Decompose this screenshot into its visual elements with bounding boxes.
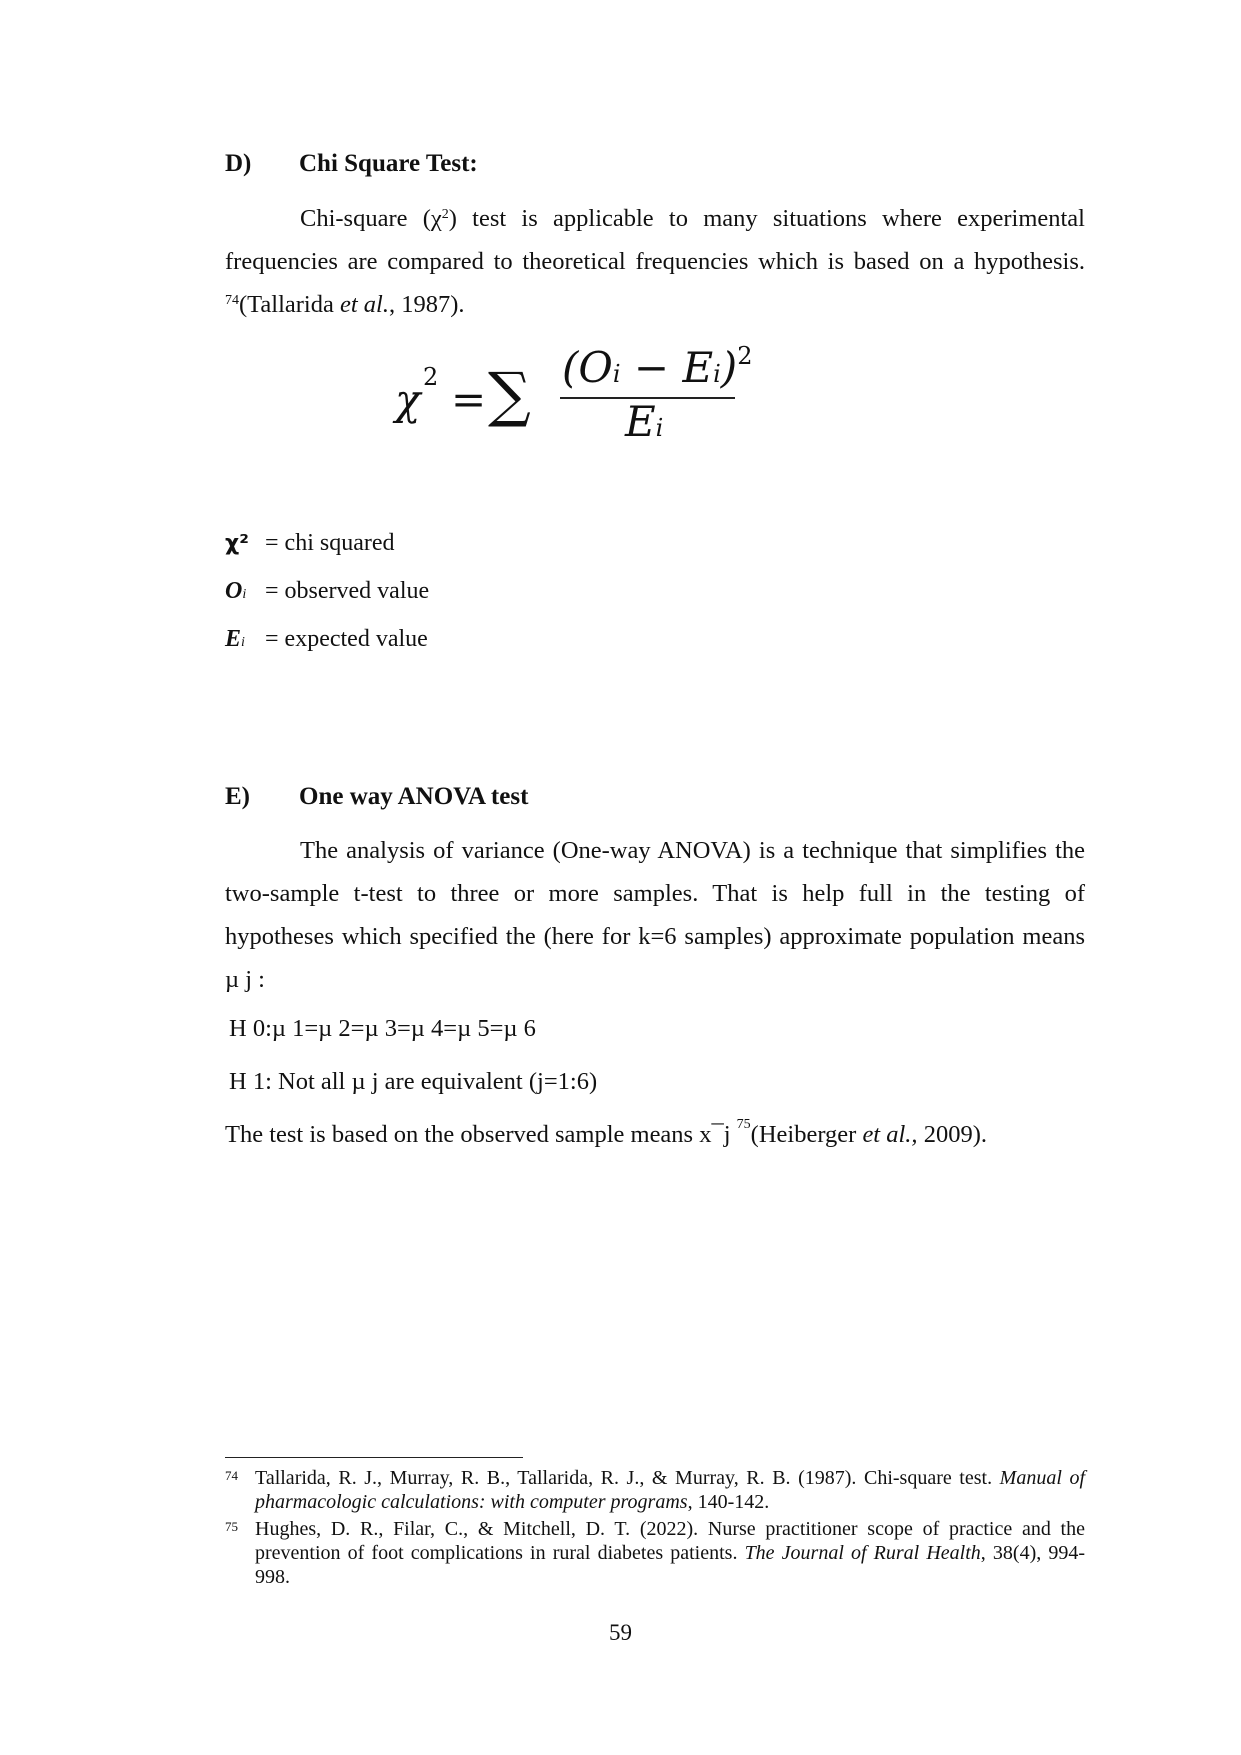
variable-observed	[225, 578, 429, 605]
formula-equals: =	[451, 375, 487, 424]
footnote-74	[225, 1466, 1085, 1514]
chi-sup: 2	[441, 207, 449, 222]
citation-text-pre: (Tallarida	[239, 291, 340, 318]
footnote-75-source: The Journal of Rural Health	[744, 1542, 981, 1564]
variable-e-sub: i	[241, 635, 245, 650]
variable-expected	[225, 626, 428, 653]
variable-o-desc: = observed value	[265, 578, 430, 604]
variable-e-symbol: E	[225, 626, 242, 652]
para-e-line-2: two-sample t-test to three or more samples. That is help full in the testing of	[225, 880, 1085, 907]
formula-num-sub-o: i	[612, 360, 621, 388]
section-d-paragraph	[225, 197, 1085, 326]
formula-minus: −	[633, 343, 670, 392]
footnote-74-source: Manual of pharmacologic calculations: with computer programs	[255, 1467, 1085, 1513]
variable-e-desc: = expected value	[265, 626, 428, 652]
footnote-75-text: Hughes, D. R., Filar, C., & Mitchell, D. T. (2022). Nurse practitioner scope of practice and the prevention of foot complications in rural diabetes patients.	[255, 1518, 1085, 1564]
footnote-75	[225, 1517, 1085, 1589]
footnote-75-pages: , 38(4), 994-998.	[255, 1542, 1086, 1588]
para-d-text-1: Chi-square (χ	[300, 205, 442, 232]
para-e-line-1: The analysis of variance (One-way ANOVA) is a technique that simplifies the	[300, 837, 1085, 864]
formula-num-close: )	[720, 343, 738, 392]
formula-num-sup: 2	[737, 342, 753, 370]
formula-den-e: E	[625, 397, 656, 446]
hypothesis-h1: H 1: Not all µ j are equivalent (j=1:6)	[229, 1068, 598, 1095]
formula-sum-symbol: ∑	[488, 360, 531, 430]
page-number: 59	[609, 1620, 632, 1645]
section-e-paragraph	[225, 829, 1085, 1001]
footnote-74-text: Tallarida, R. J., Murray, R. B., Tallarida, R. J., & Murray, R. B. (1987). Chi-square test.	[255, 1467, 1000, 1489]
para-d-text-2: frequencies are compared to theoretical frequencies which is based on a hypothesis.	[225, 248, 1085, 275]
hypothesis-h0: H 0:µ 1=µ 2=µ 3=µ 4=µ 5=µ 6	[229, 1015, 536, 1042]
footnote-74-number: 74	[225, 1468, 238, 1483]
variable-chi-symbol: χ²	[225, 531, 249, 556]
para-e-line-4: µ j :	[225, 966, 265, 993]
section-e-letter: E)	[225, 783, 250, 810]
formula-chi: χ	[395, 375, 421, 424]
variable-chi-desc: = chi squared	[265, 530, 395, 556]
formula-den-sub: i	[655, 414, 664, 442]
variable-o-symbol: O	[225, 578, 243, 604]
conclusion-cite-em: et al.,	[862, 1121, 918, 1148]
footnote-74-pages: , 140-142.	[687, 1491, 770, 1513]
para-e-line-3: hypotheses which specified the (here for k=6 samples) approximate population means	[225, 923, 1085, 950]
formula-denominator	[625, 397, 663, 446]
formula-num-e: E	[682, 343, 714, 392]
footnote-75-number: 75	[225, 1519, 238, 1534]
variable-o-sub: i	[242, 587, 247, 602]
citation-text-em: et al.	[340, 291, 389, 318]
formula-num-sub-e: i	[713, 360, 721, 388]
para-d-text-1b: ) test is applicable to many situations where experimental	[448, 205, 1085, 232]
formula-chi-sup: 2	[423, 363, 439, 391]
conclusion-cite-pre: (Heiberger	[750, 1121, 863, 1148]
citation-text-post: , 1987).	[389, 291, 465, 318]
footnote-divider	[225, 1457, 523, 1458]
citation-ref-75: 75	[736, 1117, 751, 1132]
conclusion-cite-post: 2009).	[917, 1121, 987, 1148]
formula-num-open: (O	[562, 343, 613, 392]
section-e-title: One way ANOVA test	[299, 783, 529, 810]
formula-numerator	[562, 343, 752, 392]
chi-square-formula	[395, 342, 755, 455]
citation-ref-74: 74	[225, 293, 239, 308]
section-e-conclusion	[225, 1117, 987, 1149]
section-d-letter: D)	[225, 150, 252, 177]
variable-chi	[225, 530, 395, 557]
section-d-title: Chi Square Test:	[299, 150, 478, 177]
conclusion-text: The test is based on the observed sample means x¯j	[225, 1121, 737, 1148]
